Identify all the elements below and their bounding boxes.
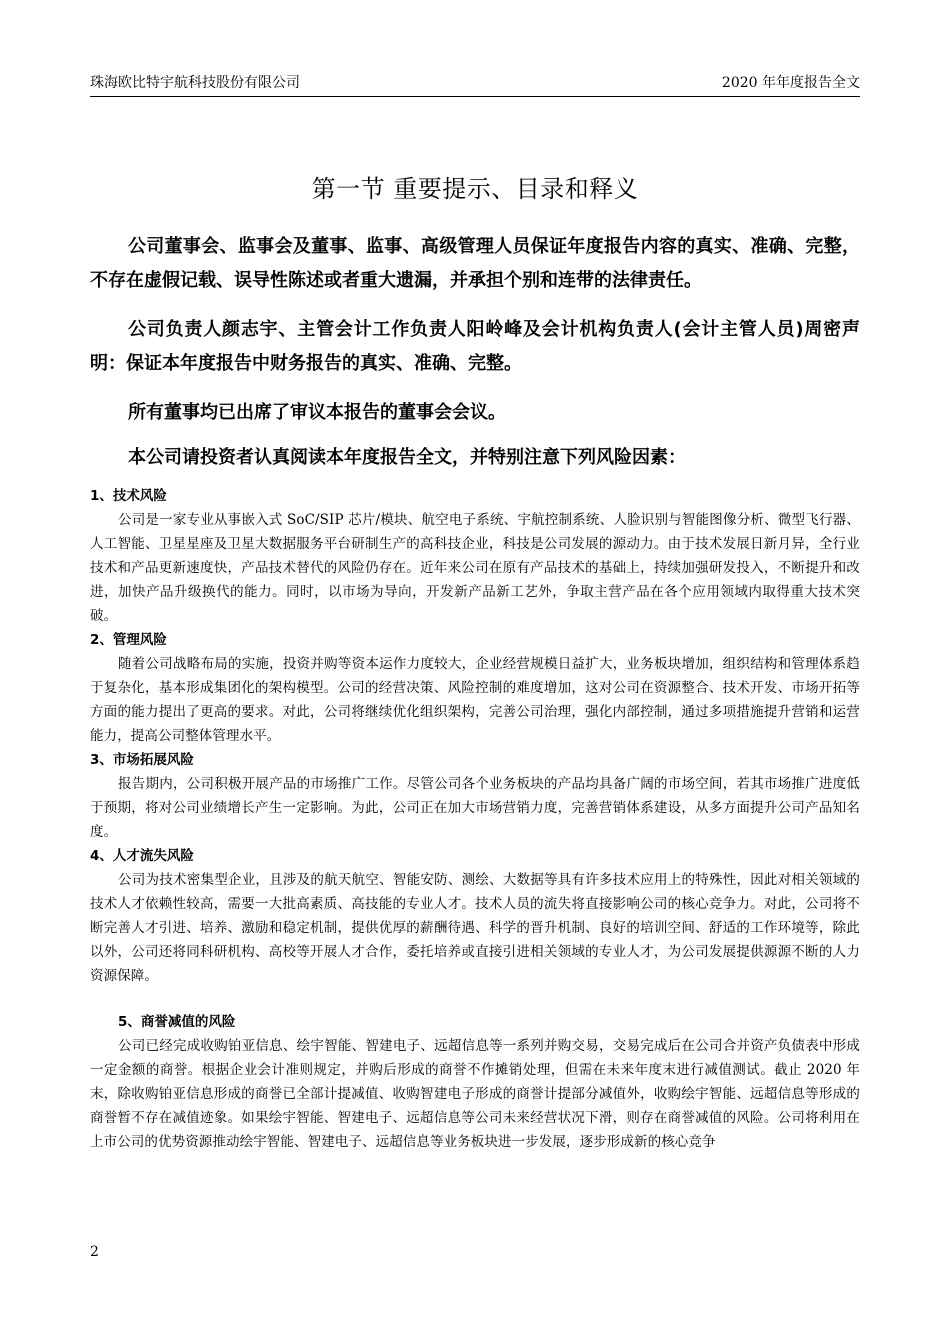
risk-title-tech: 1、技术风险 — [90, 488, 167, 504]
notice-paragraph-2: 公司负责人颜志宇、主管会计工作负责人阳岭峰及会计机构负责人(会计主管人员)周密声明：保证本年度报告中财务报告的真实、准确、完整。 — [90, 319, 860, 374]
page-header — [90, 72, 860, 94]
risk-body-talent: 公司为技术密集型企业，且涉及的航天航空、智能安防、测绘、大数据等具有许多技术应用上的特殊性，因此对相关领域的技术人才依赖性较高，需要一大批高素质、高技能的专业人才。技术人员的流失将直接影响公司的核心竞争力。对此，公司将不断完善人才引进、培养、激励和稳定机制，提供优厚的薪酬待遇、科学的晋升机制、良好的培训空间、舒适的工作环境等，除此以外，公司还将同科研机构、高校等开展人才合作，委托培养或直接引进相关领域的专业人才，为公司发展提供源源不断的人力资源保障。 — [90, 872, 860, 984]
risk-title-management: 2、管理风险 — [90, 632, 167, 648]
header-divider — [90, 96, 860, 97]
risk-factors — [90, 484, 860, 1154]
header-company: 珠海欧比特宇航科技股份有限公司 — [90, 75, 300, 91]
risk-body-management: 随着公司战略布局的实施，投资并购等资本运作力度较大，企业经营规模日益扩大，业务板块增加，组织结构和管理体系趋于复杂化，基本形成集团化的架构模型。公司的经营决策、风险控制的难度增加，这对公司在资源整合、技术开发、市场开拓等方面的能力提出了更高的要求。对此，公司将继续优化组织架构，完善公司治理，强化内部控制，通过多项措施提升营销和运营能力，提高公司整体管理水平。 — [90, 656, 860, 744]
page-number: 2 — [90, 1244, 99, 1260]
spacer — [90, 988, 860, 1010]
risk-title-goodwill: 5、商誉减值的风险 — [118, 1014, 236, 1030]
risk-body-market: 报告期内，公司积极开展产品的市场推广工作。尽管公司各个业务板块的产品均具备广阔的市场空间，若其市场推广进度低于预期，将对公司业绩增长产生一定影响。为此，公司正在加大市场营销力度，完善营销体系建设，从多方面提升公司产品知名度。 — [90, 776, 860, 840]
risk-title-talent: 4、人才流失风险 — [90, 848, 194, 864]
notice-paragraph-4: 本公司请投资者认真阅读本年度报告全文，并特别注意下列风险因素： — [128, 447, 686, 468]
section-title: 第一节 重要提示、目录和释义 — [311, 175, 639, 204]
notice-paragraph-3: 所有董事均已出席了审议本报告的董事会会议。 — [128, 402, 506, 423]
risk-title-market: 3、市场拓展风险 — [90, 752, 194, 768]
notice-paragraph-1: 公司董事会、监事会及董事、监事、高级管理人员保证年度报告内容的真实、准确、完整，不存在虚假记载、误导性陈述或者重大遗漏，并承担个别和连带的法律责任。 — [90, 236, 860, 291]
risk-body-goodwill: 公司已经完成收购铂亚信息、绘宇智能、智建电子、远超信息等一系列并购交易，交易完成后在公司合并资产负债表中形成一定金额的商誉。根据企业会计准则规定，并购后形成的商誉不作摊销处理，但需在未来年度末进行减值测试。截止 2020 年末，除收购铂亚信息形成的商誉已全部计提减值、收购智建电子形成的商誉计提部分减值外，收购绘宇智能、远超信息等形成的商誉暂不存在减值迹象。如果绘宇智能、智建电子、远超信息等公司未来经营状况下滑，则存在商誉减值的风险。公司将利用在上市公司的优势资源推动绘宇智能、智建电子、远超信息等业务板块进一步发展，逐步形成新的核心竞争 — [90, 1038, 860, 1150]
header-report-title: 2020 年年度报告全文 — [721, 75, 860, 91]
risk-body-tech: 公司是一家专业从事嵌入式 SoC/SIP 芯片/模块、航空电子系统、宇航控制系统、人脸识别与智能图像分析、微型飞行器、人工智能、卫星星座及卫星大数据服务平台研制生产的高科技企业，科技是公司发展的源动力。由于技术发展日新月异，全行业技术和产品更新速度快，产品技术替代的风险仍存在。近年来公司在原有产品技术的基础上，持续加强研发投入，不断提升和改进，加快产品升级换代的能力。同时，以市场为导向，开发新产品新工艺外，争取主营产品在各个应用领域内取得重大技术突破。 — [90, 512, 860, 624]
